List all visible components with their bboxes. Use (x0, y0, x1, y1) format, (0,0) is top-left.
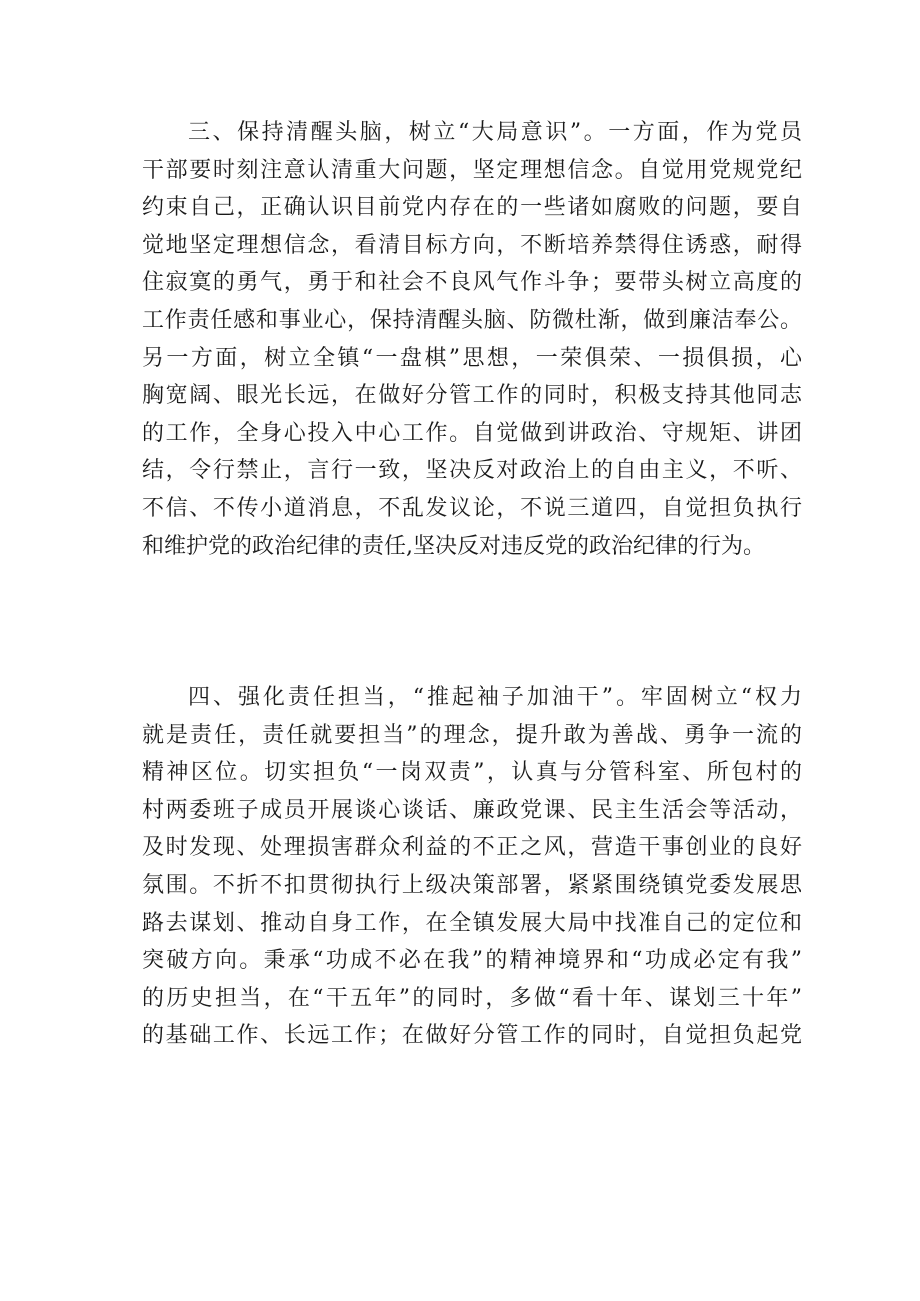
paragraph-line: 路去谋划、推动自身工作，在全镇发展大局中找准自己的定位和 (142, 910, 802, 936)
paragraph-line: 精神区位。切实担负“一岗双责”，认真与分管科室、所包村的 (142, 760, 802, 786)
paragraph-line: 氛围。不折不扣贯彻执行上级决策部署，紧紧围绕镇党委发展思 (142, 872, 802, 898)
paragraph-line: 的基础工作、长远工作；在做好分管工作的同时，自觉担负起党 (142, 1023, 802, 1049)
paragraph-line: 住寂寞的勇气，勇于和社会不良风气作斗争；要带头树立高度的 (142, 270, 802, 296)
paragraph-line: 和维护党的政治纪律的责任,坚决反对违反党的政治纪律的行为。 (142, 533, 765, 559)
paragraph-1 (142, 114, 802, 565)
paragraph-line: 就是责任，责任就要担当”的理念，提升敢为善战、勇争一流的 (142, 722, 802, 748)
paragraph-line: 及时发现、处理损害群众利益的不正之风，营造干事创业的良好 (142, 835, 802, 861)
paragraph-2 (142, 679, 802, 1055)
paragraph-line: 结，令行禁止，言行一致，坚决反对政治上的自由主义，不听、 (142, 458, 802, 484)
paragraph-line: 三、保持清醒头脑，树立“大局意识”。一方面，作为党员 (188, 120, 802, 145)
paragraph-line: 四、强化责任担当，“推起袖子加油干”。牢固树立“权力 (188, 685, 802, 710)
paragraph-line: 约束自己，正确认识目前党内存在的一些诸如腐败的问题，要自 (142, 195, 802, 221)
paragraph-line: 不信、不传小道消息，不乱发议论，不说三道四，自觉担负执行 (142, 495, 802, 521)
paragraph-line: 另一方面，树立全镇“一盘棋”思想，一荣俱荣、一损俱损，心 (142, 345, 802, 371)
paragraph-line: 村两委班子成员开展谈心谈话、廉政党课、民主生活会等活动， (142, 797, 802, 823)
paragraph-line: 的历史担当，在“干五年”的同时，多做“看十年、谋划三十年” (142, 985, 802, 1011)
paragraph-line: 突破方向。秉承“功成不必在我”的精神境界和“功成必定有我” (142, 948, 802, 974)
paragraph-line: 工作责任感和事业心，保持清醒头脑、防微杜渐，做到廉洁奉公。 (142, 307, 802, 333)
paragraph-line: 的工作，全身心投入中心工作。自觉做到讲政治、守规矩、讲团 (142, 420, 802, 446)
paragraph-line: 觉地坚定理想信念，看清目标方向，不断培养禁得住诱惑，耐得 (142, 232, 802, 258)
paragraph-line: 胸宽阔、眼光长远，在做好分管工作的同时，积极支持其他同志 (142, 383, 802, 409)
paragraph-line: 干部要时刻注意认清重大问题，坚定理想信念。自觉用党规党纪 (142, 157, 802, 183)
